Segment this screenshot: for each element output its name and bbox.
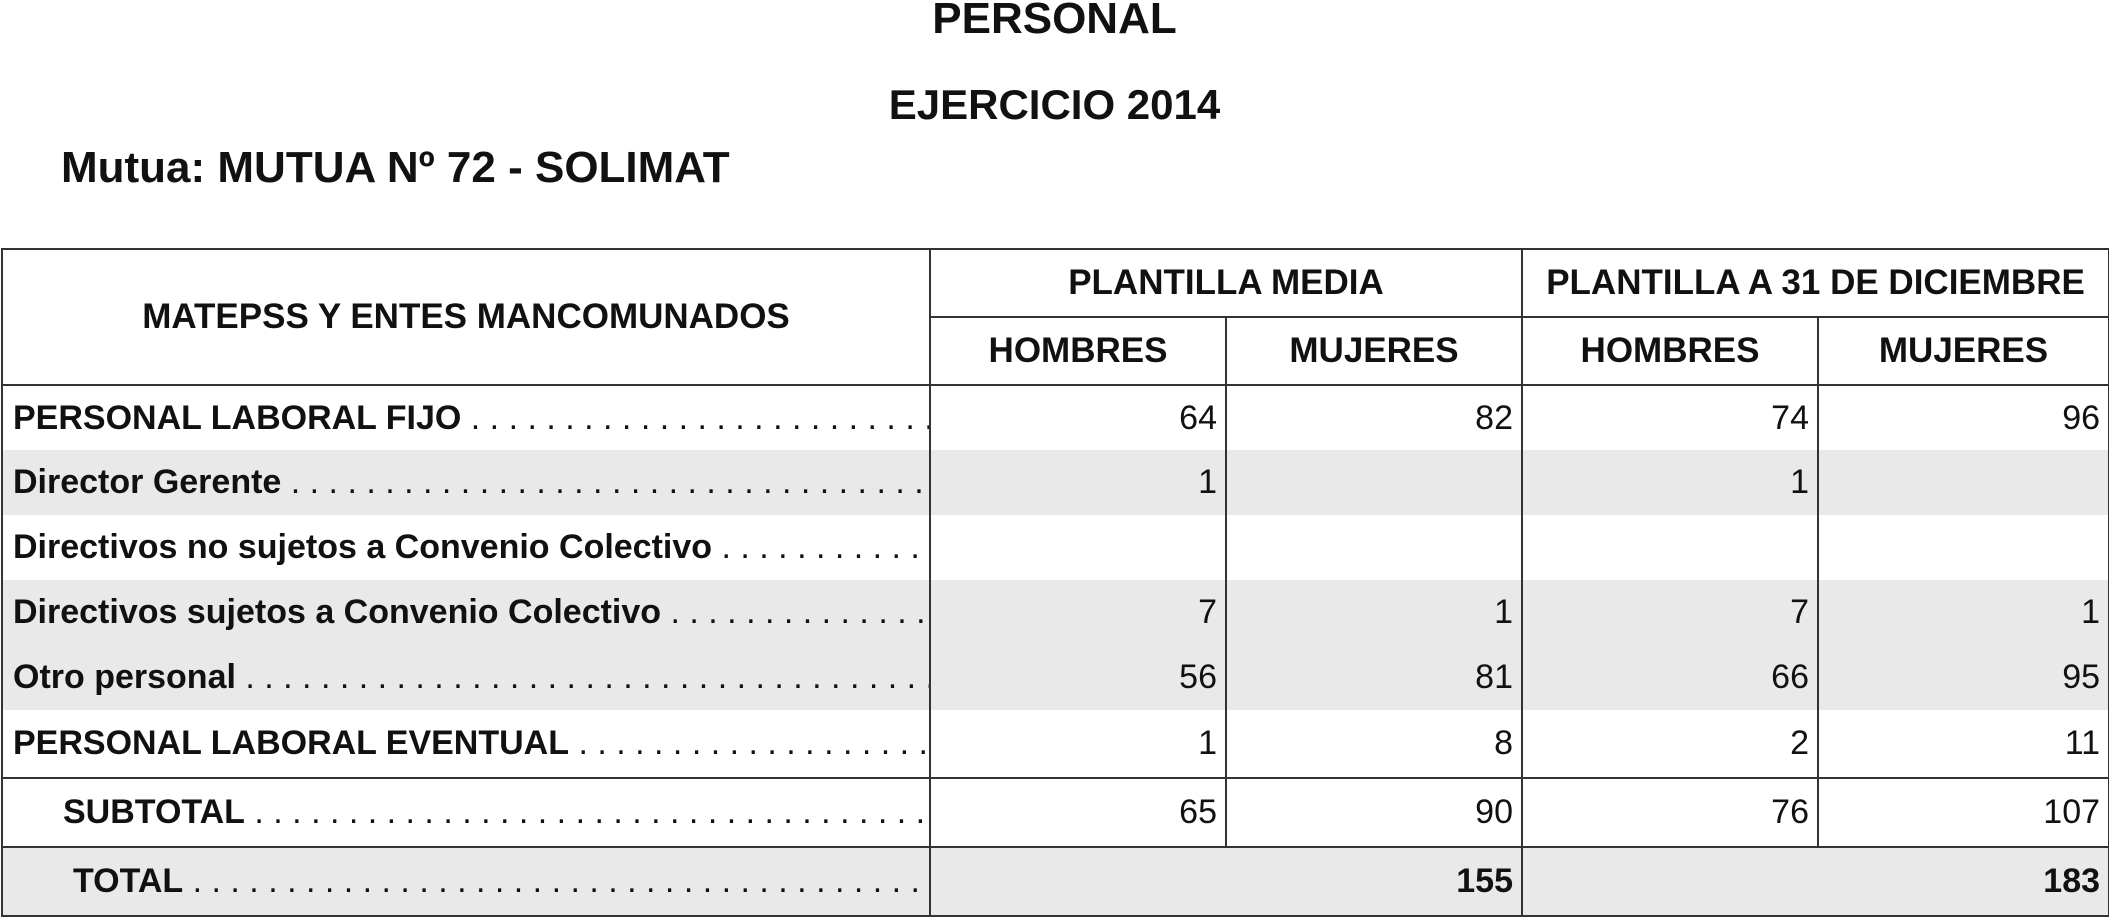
table-row <box>2 645 2109 710</box>
table-row <box>2 450 2109 515</box>
cell-media-mujeres: 81 <box>1226 645 1522 710</box>
page-title: PERSONAL <box>932 0 1177 43</box>
cell-media-mujeres: 82 <box>1226 385 1522 450</box>
table-row <box>2 710 2109 778</box>
column-group-plantilla-media: PLANTILLA MEDIA <box>930 249 1522 317</box>
cell-media-hombres: 64 <box>930 385 1226 450</box>
cell-dic-mujeres: 11 <box>1818 710 2109 778</box>
cell-dic-mujeres <box>1818 450 2109 515</box>
table-row <box>2 580 2109 645</box>
cell-media-mujeres <box>1226 450 1522 515</box>
total-row <box>2 847 2109 916</box>
page-subtitle: EJERCICIO 2014 <box>888 81 1221 128</box>
cell-media-hombres: 7 <box>930 580 1226 645</box>
row-label: Directivos sujetos a Convenio Colectivo . . . <box>2 580 930 645</box>
cell-media-hombres <box>930 515 1226 580</box>
cell-dic-mujeres: 96 <box>1818 385 2109 450</box>
personal-table <box>1 248 2109 917</box>
cell-media-mujeres: 1 <box>1226 580 1522 645</box>
subtotal-label: SUBTOTAL . . . <box>2 778 930 847</box>
cell-media-hombres: 56 <box>930 645 1226 710</box>
cell-media-mujeres <box>1226 515 1522 580</box>
cell-dic-hombres: 7 <box>1522 580 1818 645</box>
subtotal-dic-mujeres: 107 <box>1818 778 2109 847</box>
row-label: Otro personal . . . <box>2 645 930 710</box>
subtotal-media-mujeres: 90 <box>1226 778 1522 847</box>
row-label: Director Gerente . . . <box>2 450 930 515</box>
column-header-dic-mujeres: MUJERES <box>1818 317 2109 385</box>
subtotal-row <box>2 778 2109 847</box>
cell-dic-hombres: 1 <box>1522 450 1818 515</box>
cell-dic-hombres: 66 <box>1522 645 1818 710</box>
total-plantilla-media: 155 <box>930 847 1522 916</box>
cell-dic-hombres: 74 <box>1522 385 1818 450</box>
total-plantilla-diciembre: 183 <box>1522 847 2109 916</box>
subtotal-dic-hombres: 76 <box>1522 778 1818 847</box>
column-header-dic-hombres: HOMBRES <box>1522 317 1818 385</box>
row-label: PERSONAL LABORAL FIJO . . . <box>2 385 930 450</box>
table-row <box>2 385 2109 450</box>
column-header-media-mujeres: MUJERES <box>1226 317 1522 385</box>
row-label: Directivos no sujetos a Convenio Colectivo . . . <box>2 515 930 580</box>
mutua-label: Mutua: MUTUA Nº 72 - SOLIMAT <box>61 143 730 192</box>
table-header-row <box>2 249 2109 317</box>
column-header-media-hombres: HOMBRES <box>930 317 1226 385</box>
cell-dic-mujeres <box>1818 515 2109 580</box>
cell-media-hombres: 1 <box>930 450 1226 515</box>
table-row <box>2 515 2109 580</box>
cell-dic-hombres <box>1522 515 1818 580</box>
total-label: TOTAL . . . <box>2 847 930 916</box>
cell-dic-hombres: 2 <box>1522 710 1818 778</box>
row-label: PERSONAL LABORAL EVENTUAL . . . <box>2 710 930 778</box>
subtotal-media-hombres: 65 <box>930 778 1226 847</box>
cell-media-mujeres: 8 <box>1226 710 1522 778</box>
cell-dic-mujeres: 1 <box>1818 580 2109 645</box>
cell-dic-mujeres: 95 <box>1818 645 2109 710</box>
column-group-plantilla-diciembre: PLANTILLA A 31 DE DICIEMBRE <box>1522 249 2109 317</box>
cell-media-hombres: 1 <box>930 710 1226 778</box>
column-header-main: MATEPSS Y ENTES MANCOMUNADOS <box>2 249 930 385</box>
